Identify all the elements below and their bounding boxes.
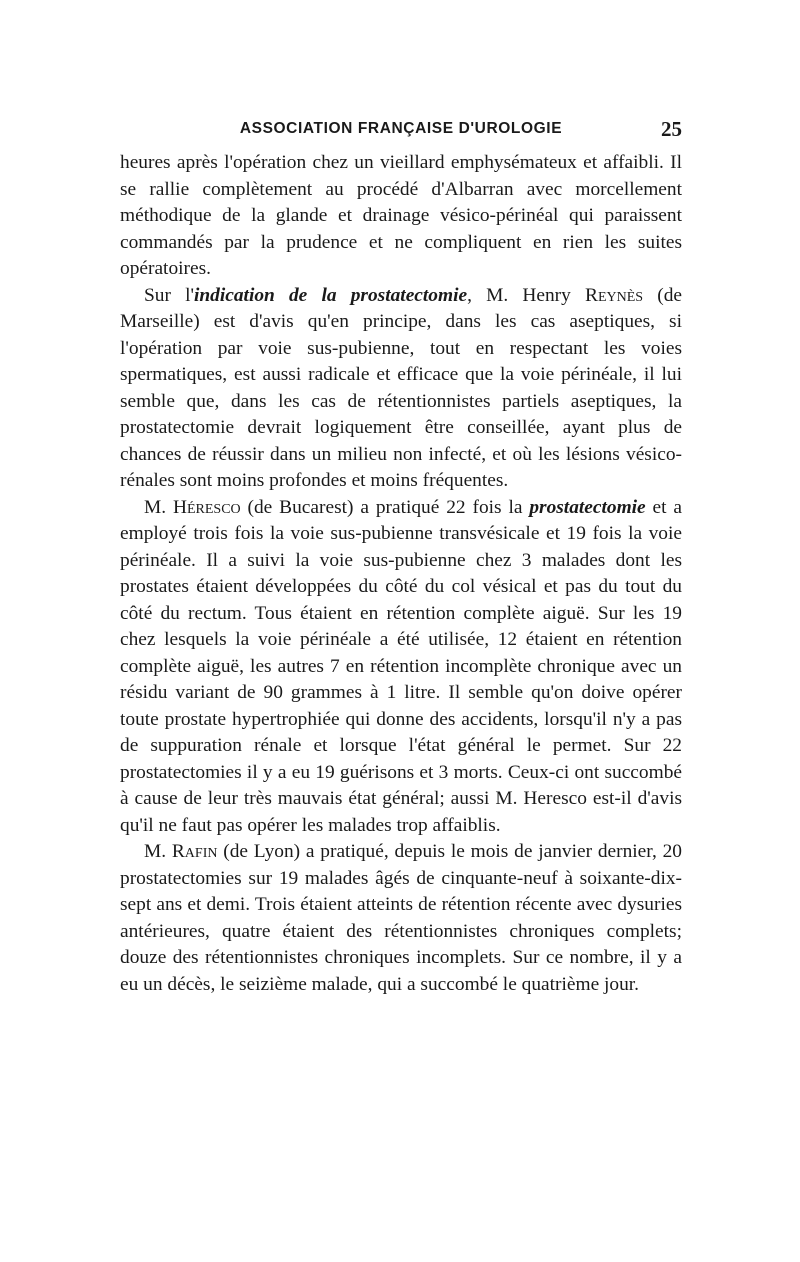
running-head (120, 114, 682, 144)
paragraph-3 (120, 495, 682, 840)
paragraph-3-mid: (de Bucarest) a pratiqué 22 fois la (240, 496, 530, 518)
paragraph-2-lead: Sur l' (144, 284, 194, 306)
paragraph-1-text: heures après l'opération chez un vieillard emphysémateux et affaibli. Il se rallie complètement au procédé d'Albarran avec morcellement méthodique de la glande et drainage vésico-périnéal qui paraissent commandés par la prudence et ne compliquent en rien les suites opératoires. (120, 152, 682, 279)
author-name-heresco: Héresco (172, 496, 241, 518)
paragraph-3-lead: M. (144, 496, 173, 518)
paragraph-1 (120, 150, 682, 283)
page-number: 25 (661, 117, 682, 141)
paragraph-3-italic: prostatectomie (529, 496, 646, 518)
paragraph-2-rest: (de Marseille) est d'avis qu'en principe, dans les cas aseptiques, si l'opération par voie sus-pubienne, tout en respectant les voies spermatiques, est aussi radicale et efficace que la voie périnéale, il lui semble que, dans les cas de rétentionnistes partiels aseptiques, la prostatectomie devrait logiquement être conseillée, ayant plus de chances de réussir dans un milieu non infecté, et où les lésions vésico-rénales sont moins profondes et moins fréquentes. (120, 284, 683, 491)
paragraph-2-italic: indication de la prostatectomie (194, 284, 468, 306)
paragraph-4-rest: (de Lyon) a pratiqué, depuis le mois de janvier dernier, 20 prostatectomies sur 19 malades âgés de cinquante-neuf à soixante-dix-sept ans et demi. Trois étaient atteints de rétention récente avec dysuries antérieures, quatre étaient des rétentionnistes chroniques complets; douze des rétentionnistes chroniques incomplets. Sur ce nombre, il y a eu un décès, le seizième malade, qui a succombé le quatrième jour. (120, 841, 682, 995)
paragraph-4-lead: M. (144, 841, 172, 862)
body-text (120, 150, 682, 998)
running-title: ASSOCIATION FRANÇAISE D'UROLOGIE (239, 120, 563, 137)
paragraph-4 (120, 839, 682, 998)
paragraph-3-rest: et a employé trois fois la voie sus-pubienne transvésicale et 19 fois la voie périnéale. Il a suivi la voie sus-pubienne chez 3 malades dont les prostates étaient développées du côté du col vésical et pas du tout du côté du rectum. Tous étaient en rétention complète aiguë. Sur les 19 chez lesquels la voie périnéale a été utilisée, 12 étaient en rétention complète aiguë, les autres 7 en rétention incomplète chronique avec un résidu variant de 90 grammes à 1 litre. Il semble qu'on doive opérer toute prostate hypertrophiée qui donne des accidents, lorsqu'il n'y a pas de suppuration rénale et lorsque l'état général le permet. Sur 22 prostatectomies il y a eu 19 guérisons et 3 morts. Ceux-ci ont succombé à cause de leur très mauvais état général; aussi M. Heresco est-il d'avis qu'il ne faut pas opérer les malades trop affaiblis. (120, 496, 683, 836)
author-name-reynes: Reynès (585, 284, 644, 306)
author-name-rafin: Rafin (171, 841, 218, 862)
paragraph-2 (120, 283, 682, 495)
paragraph-2-mid: , M. Henry (467, 284, 586, 306)
